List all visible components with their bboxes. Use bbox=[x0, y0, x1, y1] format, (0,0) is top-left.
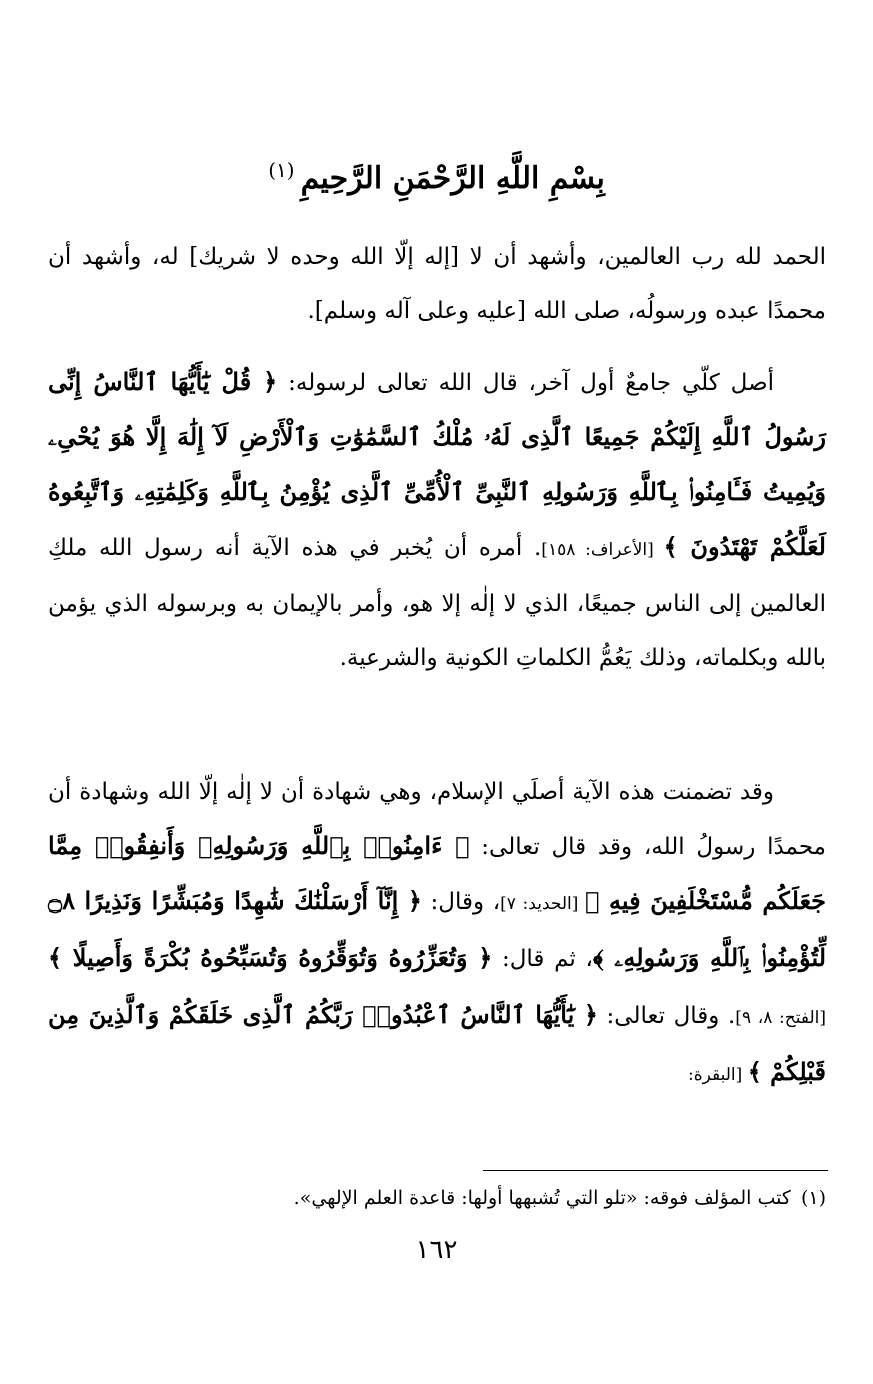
verse-reference: [الحديد: ٧] bbox=[500, 894, 586, 914]
quran-verse: ﴿ وَتُعَزِّرُوهُ وَتُوَقِّرُوهُ وَتُسَبِّحُوهُ بُكْرَةً وَأَصِيلًا ﴾ bbox=[48, 943, 493, 972]
paragraph-doxology bbox=[48, 230, 826, 338]
quran-verse: ﴿ ءَامِنُوا۟ بِٱللَّهِ وَرَسُولِهِۦ وَأَنفِقُوا۟ مِمَّا جَعَلَكُم مُّسْتَخْلَفِينَ فِيهِ ﴾ bbox=[48, 831, 827, 915]
page-number: ١٦٢ bbox=[415, 1235, 458, 1265]
footnote-divider bbox=[483, 1170, 828, 1171]
paragraph-intro: أصل كلّي جامعٌ أول آخر، قال الله تعالى لرسوله: bbox=[277, 370, 774, 396]
paragraph-body bbox=[48, 765, 826, 1102]
verse-reference: [الأعراف: ١٥٨] bbox=[541, 540, 664, 560]
quran-verse: ﴿ إِنَّآ أَرْسَلْنَٰكَ شَٰهِدًا وَمُبَشِّرًا وَنَذِيرًا ۝٨ لِّتُؤْمِنُوا۟ بِٱللَّهِ وَرَسُولِهِۦ ﴾ bbox=[48, 886, 827, 972]
footnote-reference: (١) bbox=[268, 158, 295, 182]
paragraph-principle bbox=[48, 355, 826, 685]
footnote-text: كتب المؤلف فوقه: «تلو التي تُشبهها أولها: قاعدة العلم الإلهي». bbox=[293, 1187, 791, 1209]
connector-text: ، وقال: bbox=[422, 889, 501, 915]
footnote-number: (١) bbox=[800, 1187, 826, 1209]
footnote bbox=[48, 1183, 826, 1213]
paragraph-continuation: . أمره أن يُخبر في هذه الآية أنه رسول الله ملكِ العالمين إلى الناس جميعًا، الذي لا إلٰه إلا هو، وأمر بالإيمان به وبرسوله الذي يؤمن بالله وبكلماته، وذلك يَعُمُّ الكلماتِ الكونية والشرعية. bbox=[48, 535, 826, 671]
basmala-heading bbox=[0, 150, 873, 199]
paragraph-two-testimonies bbox=[48, 765, 826, 1102]
connector-text: ، ثم قال: bbox=[492, 946, 593, 972]
quran-verse: ﴿ قُلْ يَٰٓأَيُّهَا ٱلنَّاسُ إِنِّى رَسُولُ ٱللَّهِ إِلَيْكُمْ جَمِيعًا ٱلَّذِى لَهُۥ مُلْكُ ٱلسَّمَٰوَٰتِ وَٱلْأَرْضِ لَآ إِلَٰهَ إِلَّا هُوَ يُحْىِۦ وَيُمِيتُ فَـَٔامِنُوا۟ بِٱللَّهِ وَرَسُولِهِ ٱلنَّبِىِّ ٱلْأُمِّىِّ ٱلَّذِى يُؤْمِنُ بِٱللَّهِ وَكَلِمَٰتِهِۦ وَٱتَّبِعُوهُ لَعَلَّكُمْ تَهْتَدُونَ ﴾ bbox=[48, 367, 826, 561]
paragraph-intro: وقد تضمنت هذه الآية أصلَي الإسلام، وهي شهادة أن لا إلٰه إلّا الله وشهادة أن محمدًا رسولُ الله، وقد قال تعالى: bbox=[48, 779, 826, 860]
paragraph-body bbox=[48, 355, 826, 685]
connector-text: . وقال تعالى: bbox=[597, 1003, 736, 1029]
basmala-text: بِسْمِ اللَّهِ الرَّحْمَنِ الرَّحِيمِ bbox=[300, 161, 605, 196]
paragraph-text: الحمد لله رب العالمين، وأشهد أن لا [إله إلّا الله وحده لا شريك] له، وأشهد أن محمدًا عبده ورسولُه، صلى الله [عليه وعلى آله وسلم]. bbox=[48, 244, 826, 324]
verse-reference: [الفتح: ٨، ٩] bbox=[735, 1008, 827, 1028]
quran-verse: ﴿ يَٰٓأَيُّهَا ٱلنَّاسُ ٱعْبُدُوا۟ رَبَّكُمُ ٱلَّذِى خَلَقَكُمْ وَٱلَّذِينَ مِن قَبْلِكُمْ ﴾ bbox=[48, 1000, 826, 1086]
verse-reference: [البقرة: bbox=[688, 1065, 748, 1085]
